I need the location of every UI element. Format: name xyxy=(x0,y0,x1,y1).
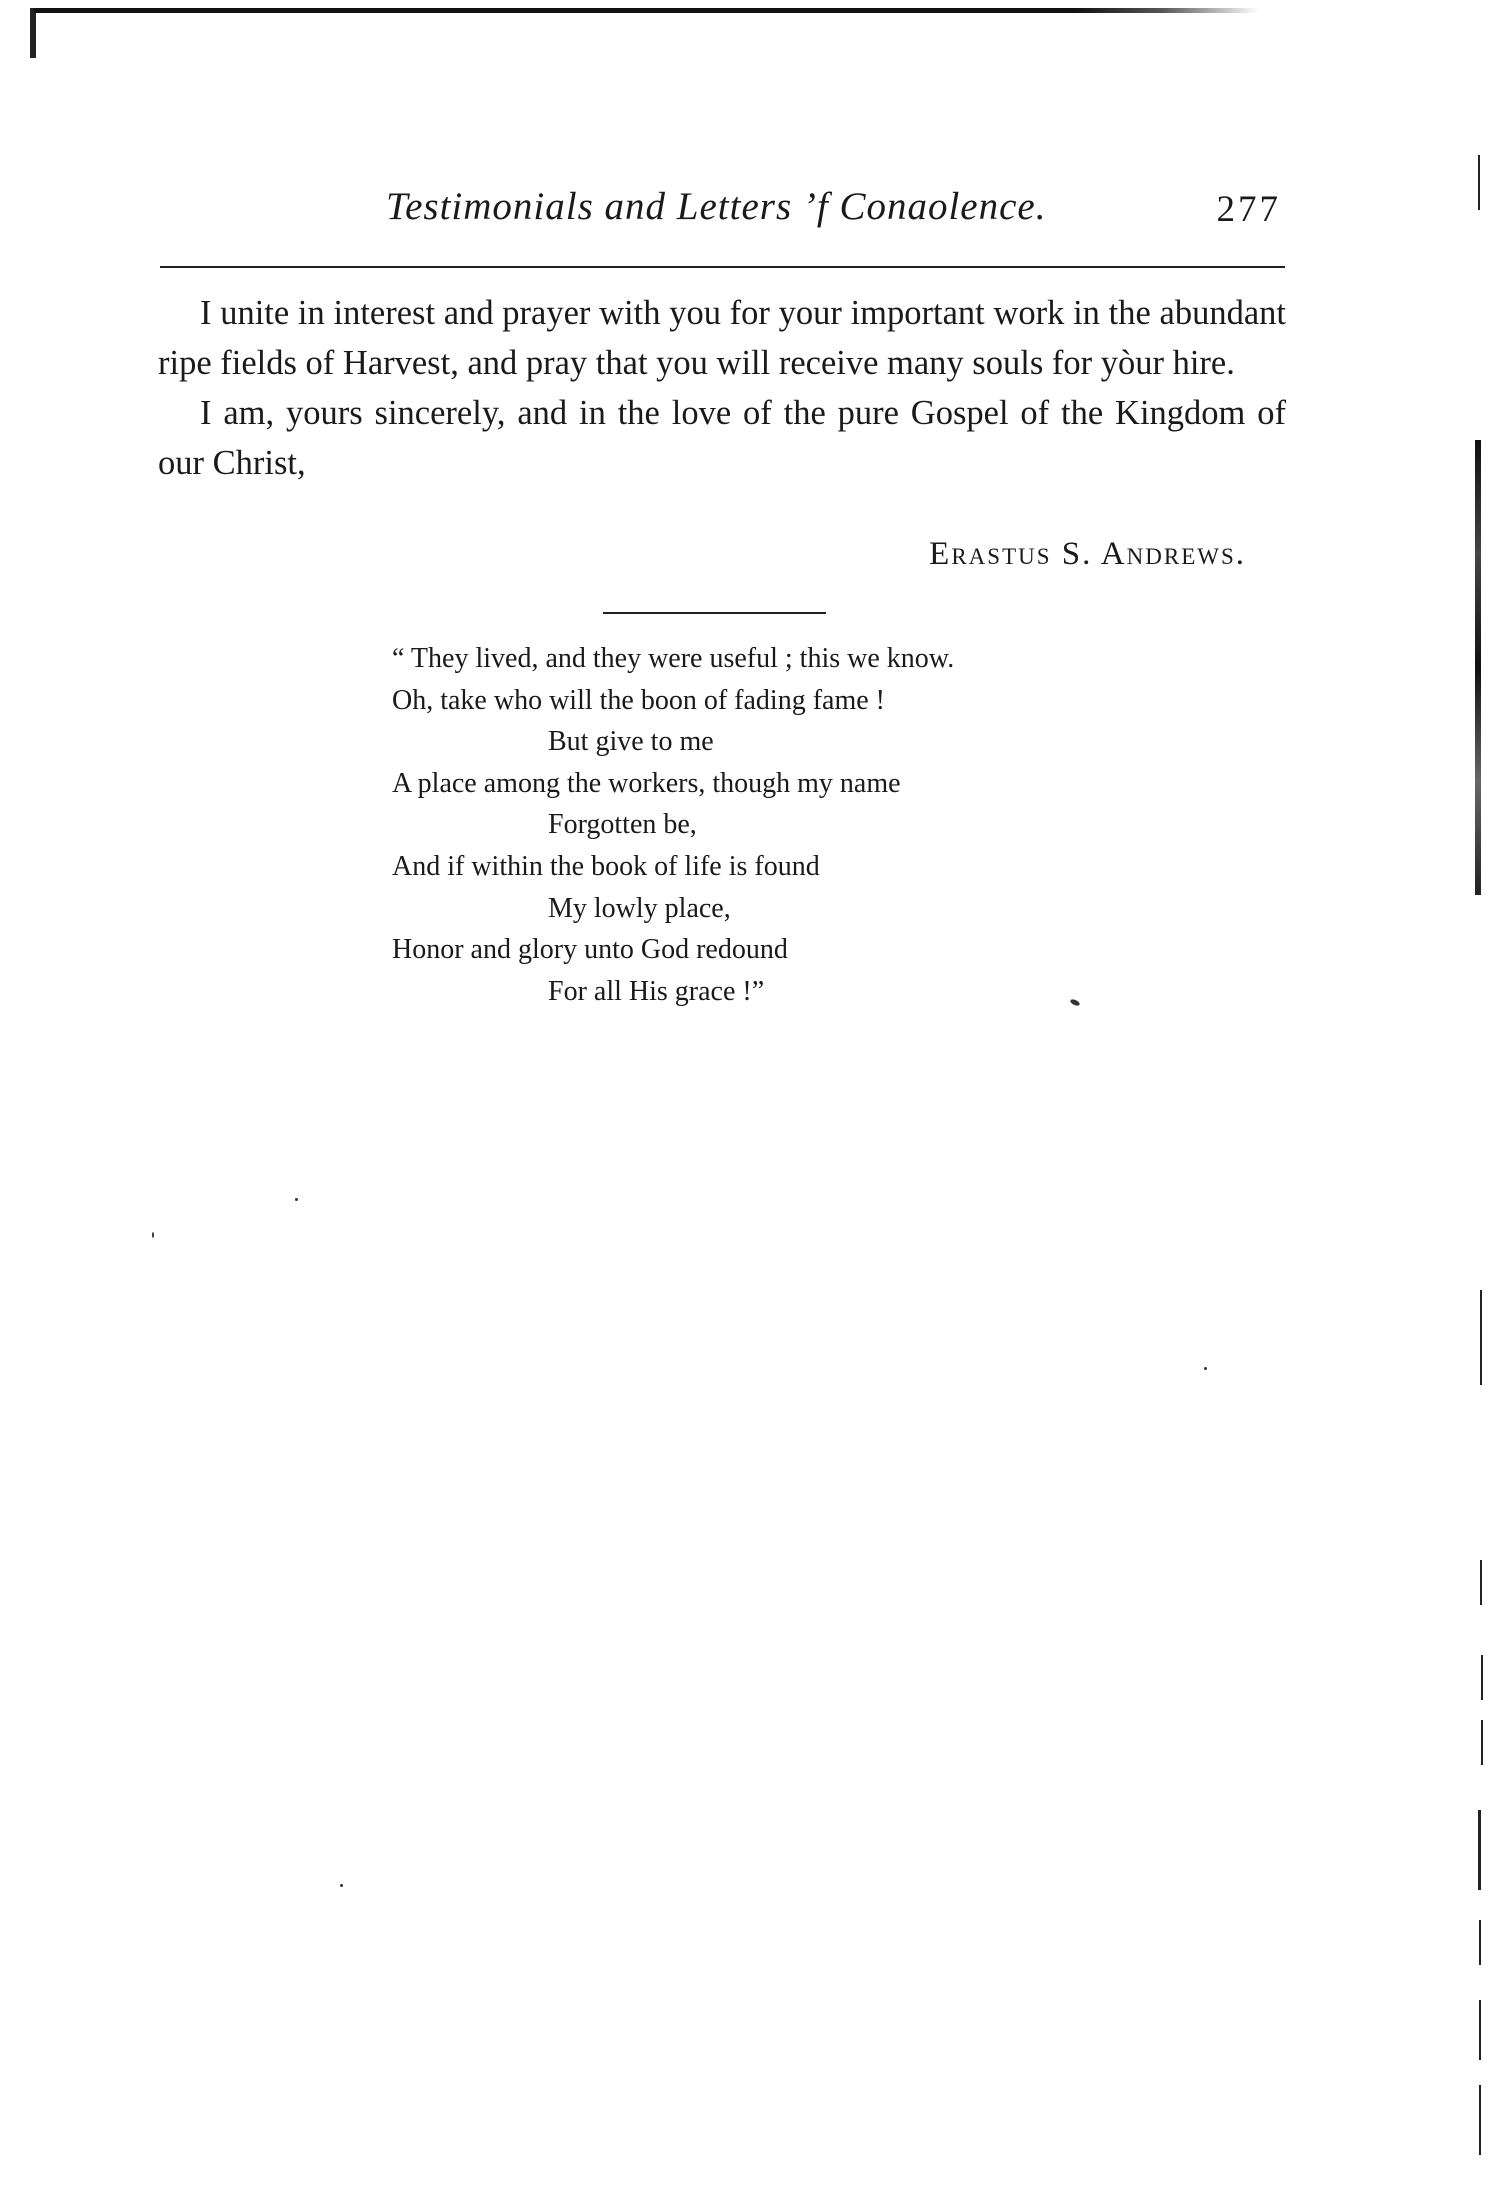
poem-line: Honor and glory unto God redound xyxy=(392,934,788,966)
letter-body xyxy=(158,288,1286,488)
poem-line: My lowly place, xyxy=(548,892,731,924)
scan-margin-mark xyxy=(1481,1655,1483,1700)
scan-corner-mark xyxy=(30,8,36,58)
scan-margin-mark xyxy=(1480,1560,1482,1605)
scan-margin-mark xyxy=(1481,1720,1483,1765)
scan-speck xyxy=(295,1198,298,1201)
scan-margin-mark xyxy=(1475,440,1481,895)
body-paragraph: I unite in interest and prayer with you for your important work in the abundant ripe fields of Harvest, and pray that you will receive many souls for yòur hire. xyxy=(158,294,1286,382)
poem-line: For all His grace !” xyxy=(548,975,765,1007)
body-paragraph: I am, yours sincerely, and in the love of the pure Gospel of the Kingdom of our Christ, xyxy=(158,394,1286,482)
scan-speck xyxy=(340,1884,343,1887)
poem-line: Oh, take who will the boon of fading fame ! xyxy=(392,684,885,716)
scan-top-edge xyxy=(34,8,1259,13)
poem-line: “ They lived, and they were useful ; this we know. xyxy=(392,643,955,674)
poem-line: But give to me xyxy=(548,726,714,758)
poem-line: And if within the book of life is found xyxy=(392,850,820,882)
section-divider xyxy=(603,612,826,614)
scan-margin-mark xyxy=(1478,155,1480,210)
scan-margin-mark xyxy=(1479,1920,1481,1965)
poem xyxy=(392,638,1192,1012)
scan-margin-mark xyxy=(1478,1810,1481,1890)
scan-margin-mark xyxy=(1479,2085,1481,2155)
header-rule xyxy=(160,266,1285,268)
scan-margin-mark xyxy=(1480,1290,1482,1385)
running-head-title: Testimonials and Letters ’f Conaolence. xyxy=(386,185,1047,228)
poem-line: A place among the workers, though my name xyxy=(392,767,901,799)
running-head xyxy=(160,184,1285,244)
signature: Erastus S. Andrews. xyxy=(929,536,1246,572)
page-number: 277 xyxy=(1216,189,1281,230)
scan-speck xyxy=(1204,1367,1207,1370)
poem-line: Forgotten be, xyxy=(548,809,697,841)
scan-margin-mark xyxy=(1479,2000,1481,2060)
scan-speck xyxy=(152,1232,154,1238)
